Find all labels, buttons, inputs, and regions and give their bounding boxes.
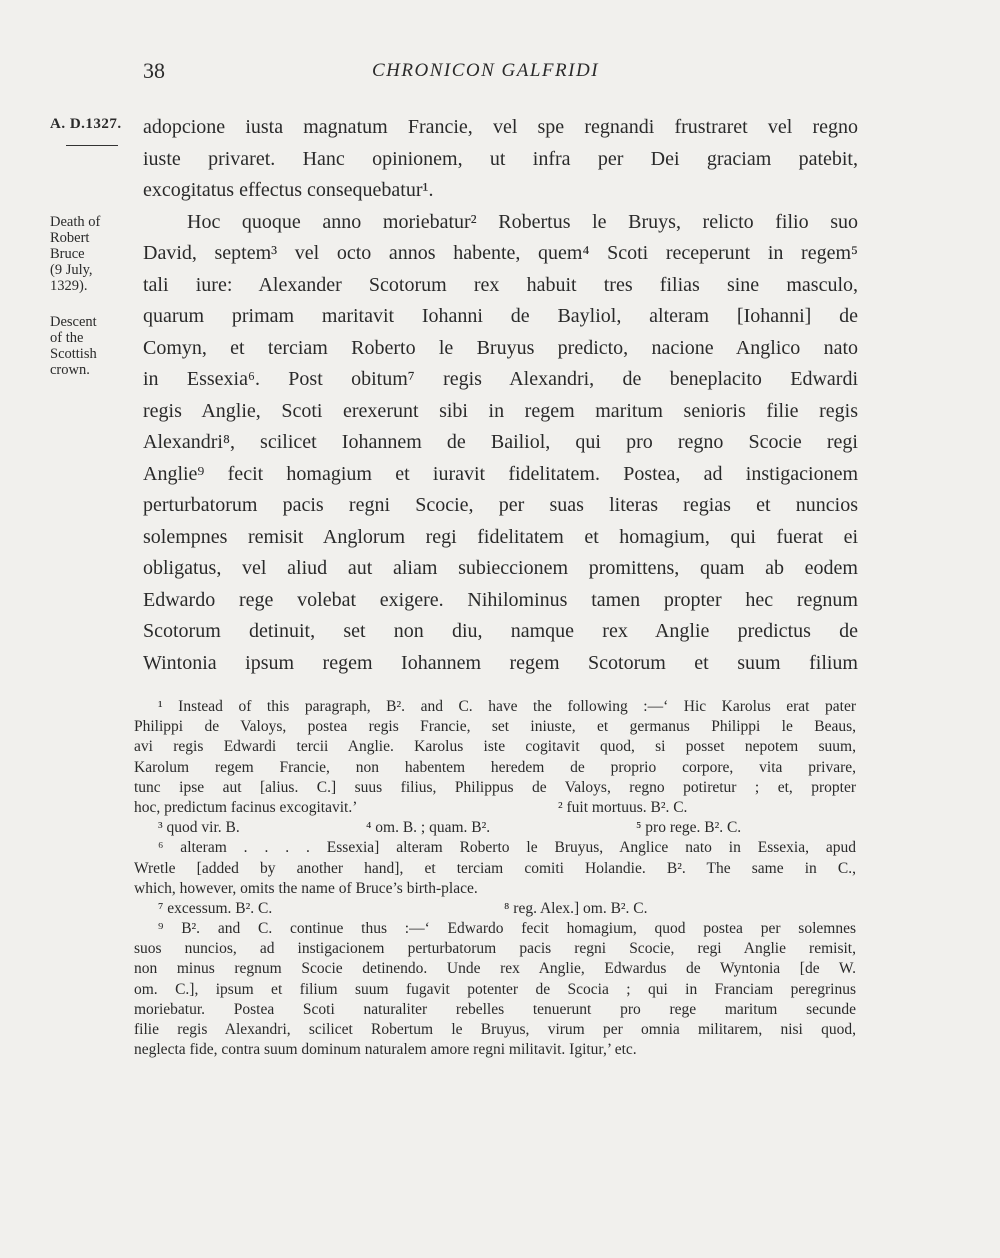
margin-note-line: Descent [50, 314, 97, 330]
margin-note-line: crown. [50, 362, 90, 378]
text-line: regis Anglie, Scoti erexerunt sibi in regem maritum senioris filie regis [143, 399, 858, 422]
text-line: Anglie⁹ fecit homagium et iuravit fidelitatem. Postea, ad instigacionem [143, 462, 858, 485]
footnote-row [134, 818, 856, 838]
footnote-1-line: tunc ipse aut [alius. C.] suus filius, Philippus de Valoys, regno potiretur ; et, propter [134, 778, 856, 796]
footnote-1-line: Karolum regem Francie, non habentem heredem de proprio corpore, vita privare, [134, 758, 856, 776]
margin-note-line: Scottish [50, 346, 97, 362]
main-text [143, 112, 858, 679]
text-line: perturbatorum pacis regni Scocie, per suas literas regias et nuncios [143, 494, 858, 516]
text-line: solempnes remisit Anglorum regi fidelitatem et homagium, qui fuerat ei [143, 525, 858, 548]
margin-note-line: Robert [50, 230, 90, 246]
text-line: David, septem³ vel octo annos habente, quem⁴ Scoti receperunt in regem⁵ [143, 242, 858, 264]
margin-year: A. D.1327. [50, 116, 122, 132]
footnote-1-line: ¹ Instead of this paragraph, B². and C. have the following :—‘ Hic Karolus erat pater [158, 698, 856, 715]
text-line: Wintonia ipsum regem Iohannem regem Scotorum et suum filium [143, 651, 858, 674]
text-line: Comyn, et terciam Roberto le Bruyus predicto, nacione Anglico nato [143, 336, 858, 359]
text-line: Alexandri⁸, scilicet Iohannem de Bailiol, qui pro regno Scocie regi [143, 431, 858, 453]
footnote-9-line: filie regis Alexandri, scilicet Robertum le Bruyus, virum per omnia militarem, nisi quod, [134, 1021, 856, 1038]
margin-note-line: of the [50, 330, 84, 346]
margin-note-line: (9 July, [50, 262, 93, 278]
text-line: Hoc quoque anno moriebatur² Robertus le Bruys, relicto filio suo [187, 210, 858, 233]
footnote-9-line: ⁹ B². and C. continue thus :—‘ Edwardo fecit homagium, quod postea per solemnes [158, 920, 856, 938]
footnote-row [134, 798, 856, 818]
text-line: in Essexia⁶. Post obitum⁷ regis Alexandri, de beneplacito Edwardi [143, 368, 858, 390]
footnote-6-line: ⁶ alteram . . . . Essexia] alteram Roberto le Bruyus, Anglice nato in Essexia, apud [158, 839, 856, 857]
footnote-1-line: avi regis Edwardi tercii Anglie. Karolus iste cogitavit quod, si posset nepotem suum, [134, 738, 856, 756]
footnote-1-line: Philippi de Valoys, postea regis Francie, set iniuste, et germanus Philippi le Beaus, [134, 718, 856, 736]
footnote-8: ⁸ reg. Alex.] om. B². C. [504, 899, 648, 917]
text-line: Edwardo rege volebat exigere. Nihilominus tamen propter hec regnum [143, 588, 858, 611]
footnote-9-line: suos nuncios, ad instigacionem perturbatorum pacis regni Scocie, regi Anglie remisit, [134, 940, 856, 958]
footnote-6-line: which, however, omits the name of Bruce’s birth-place. [134, 879, 478, 897]
footnote-1-line: hoc, predictum facinus excogitavit.’ [134, 798, 358, 816]
text-line: adopcione iusta magnatum Francie, vel spe regnandi frustraret vel regno [143, 116, 858, 138]
footnote-9-line: moriebatur. Postea Scoti naturaliter rebelles tenuerunt pro rege maritum secunde [134, 1000, 856, 1018]
text-line: tali iure: Alexander Scotorum rex habuit tres filias sine masculo, [143, 273, 858, 296]
text-line: obligatus, vel aliud aut aliam subieccionem promittens, quam ab eodem [143, 557, 858, 579]
text-line: Scotorum detinuit, set non diu, namque rex Anglie predictus de [143, 620, 858, 642]
text-line: excogitatus effectus consequebatur¹. [143, 179, 434, 201]
footnote-9-line: neglecta fide, contra suum dominum naturalem amore regni militavit. Igitur,’ etc. [134, 1041, 637, 1059]
page-header [0, 58, 1000, 92]
page-number: 38 [143, 58, 165, 83]
footnote-4: ⁴ om. B. ; quam. B². [366, 819, 491, 837]
running-head: CHRONICON GALFRIDI [372, 60, 600, 81]
footnote-6-line: Wretle [added by another hand], et terciam comiti Holandie. B². The same in C., [134, 859, 856, 877]
margin-note-line: Death of [50, 214, 101, 230]
footnote-9-line: om. C.], ipsum et filium suum fugavit potenter de Scocia ; qui in Franciam peregrinus [134, 980, 856, 998]
margin-note-descent [50, 314, 140, 378]
footnotes [134, 697, 856, 1060]
footnote-3: ³ quod vir. B. [158, 819, 240, 837]
margin-note-death [50, 214, 140, 294]
margin-note-line: 1329). [50, 278, 88, 294]
footnote-9-line: non minus regnum Scocie detinendo. Unde rex Anglie, Edwardus de Wyntonia [de W. [134, 960, 856, 978]
footnote-2: ² fuit mortuus. B². C. [558, 798, 688, 816]
footnote-row [134, 899, 856, 919]
text-line: quarum primam maritavit Iohanni de Bayliol, alteram [Iohanni] de [143, 305, 858, 327]
footnote-7: ⁷ excessum. B². C. [158, 899, 273, 917]
margin-note-line: Bruce [50, 246, 85, 262]
footnote-5: ⁵ pro rege. B². C. [636, 819, 742, 837]
text-line: iuste privaret. Hanc opinionem, ut infra per Dei graciam patebit, [143, 147, 858, 170]
year-rule [66, 145, 118, 146]
